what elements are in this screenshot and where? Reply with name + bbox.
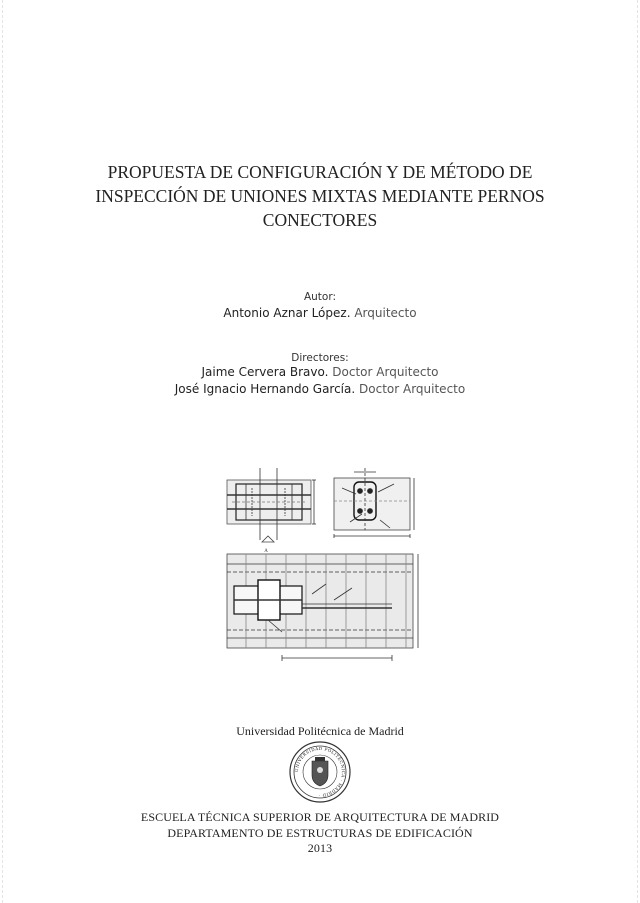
technical-drawing-figure bbox=[222, 462, 422, 670]
directors-label: Directores: bbox=[291, 352, 349, 364]
director-name: José Ignacio Hernando García. bbox=[174, 382, 356, 396]
page-edge-right bbox=[637, 0, 638, 903]
page-edge-left bbox=[2, 0, 3, 903]
joint-section-drawing bbox=[334, 468, 414, 538]
author-line bbox=[0, 305, 640, 322]
director-name: Jaime Cervera Bravo. bbox=[201, 365, 329, 379]
school-block bbox=[0, 810, 640, 857]
publication-year: 2013 bbox=[307, 841, 333, 855]
university-seal-logo bbox=[289, 741, 351, 803]
director-line bbox=[0, 381, 640, 398]
document-title bbox=[60, 160, 580, 232]
director-line bbox=[0, 364, 640, 381]
school-name: ESCUELA TÉCNICA SUPERIOR DE ARQUITECTURA DE MADRID bbox=[140, 810, 500, 824]
title-line-1: PROPUESTA DE CONFIGURACIÓN Y DE MÉTODO DE bbox=[107, 162, 533, 182]
author-role: Arquitecto bbox=[354, 306, 417, 320]
directors-block bbox=[0, 352, 640, 398]
author-name: Antonio Aznar López. bbox=[223, 306, 351, 320]
slab-plan-drawing bbox=[227, 554, 418, 661]
department-name: DEPARTAMENTO DE ESTRUCTURAS DE EDIFICACIÓN bbox=[167, 825, 473, 840]
director-role: Doctor Arquitecto bbox=[332, 365, 439, 379]
author-label: Autor: bbox=[303, 291, 337, 303]
title-line-2: INSPECCIÓN DE UNIONES MIXTAS MEDIANTE PERNOS bbox=[95, 186, 545, 206]
joint-elevation-drawing bbox=[227, 468, 316, 554]
title-line-3: CONECTORES bbox=[262, 210, 378, 230]
director-role: Doctor Arquitecto bbox=[359, 382, 466, 396]
svg-text:A: A bbox=[264, 549, 268, 554]
svg-text:UNIVERSIDAD POLITÉCNICA · MADR: UNIVERSIDAD POLITÉCNICA · MADRID · bbox=[293, 745, 347, 799]
university-name: Universidad Politécnica de Madrid bbox=[236, 724, 404, 738]
author-block bbox=[0, 291, 640, 322]
